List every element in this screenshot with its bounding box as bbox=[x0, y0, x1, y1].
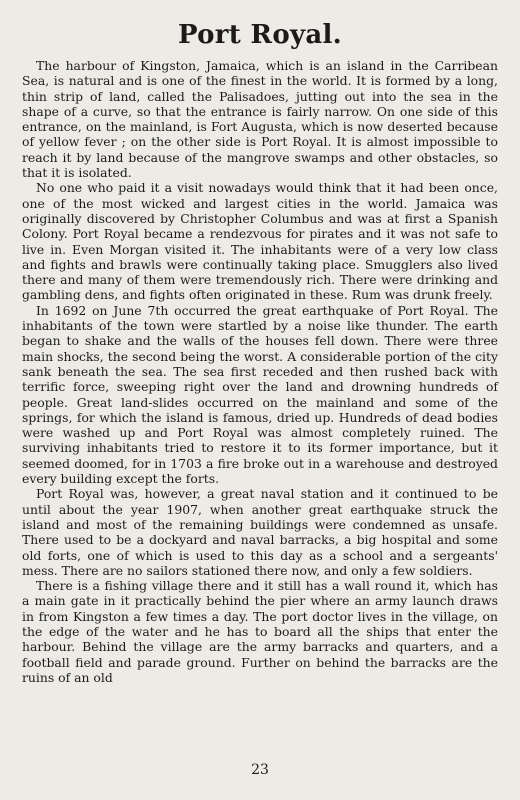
paragraph-1: The harbour of Kingston, Jamaica, which is an island in the Carribean Sea, is natural and is one of the finest in the world. It is formed by a long, thin strip of land, called the Palisadoes, jutting out into the sea in the shape of a curve, so that the entrance is fairly narrow. On one side of this entrance, on the mainland, is Fort Augusta, which is now deserted because of yellow fever ; on the other side is Port Royal. It is almost impossible to reach it by land because of the mangrove swamps and other obstacles, so that it is isolated. bbox=[22, 58, 498, 181]
paragraph-2: No one who paid it a visit nowadays would think that it had been once, one of the most wicked and largest cities in the world. Jamaica was originally discovered by Christopher Columbus and was at first a Spanish Colony. Port Royal became a rendezvous for pirates and it was not safe to live in. Even Morgan visited it. The inhabitants were of a very low class and fights and brawls were continually taking place. Smugglers also lived there and many of them were tremendously rich. There were drinking and gambling dens, and fights often originated in these. Rum was drunk freely. bbox=[22, 180, 498, 303]
paragraph-4: Port Royal was, however, a great naval station and it continued to be until about the year 1907, when another great earthquake struck the island and most of the remaining buildings were condemned as unsafe. There used to be a dockyard and naval barracks, a big hospital and some old forts, one of which is used to this day as a school and a sergeants' mess. There are no sailors stationed there now, and only a few soldiers. bbox=[22, 486, 498, 578]
paragraph-3: In 1692 on June 7th occurred the great earthquake of Port Royal. The inhabitants of the town were startled by a noise like thunder. The earth began to shake and the walls of the houses fell down. There were three main shocks, the second being the worst. A considerable portion of the city sank beneath the sea. The sea first receded and then rushed back with terrific force, sweeping right over the land and drowning hundreds of people. Great land-slides occurred on the mainland and some of the springs, for which the island is famous, dried up. Hundreds of dead bodies were washed up and Port Royal was almost completely ruined. The surviving inhabitants tried to restore it to its former importance, but it seemed doomed, for in 1703 a fire broke out in a warehouse and destroyed every building except the forts. bbox=[22, 302, 498, 487]
paragraph-5: There is a fishing village there and it still has a wall round it, which has a main gate in it practically behind the pier where an army launch draws in from Kingston a few times a day. The port doctor lives in the village, on the edge of the water and he has to board all the ships that enter the harbour. Behind the village are the army barracks and quarters, and a football field and parade ground. Further on behind the barracks are the ruins of an old bbox=[22, 578, 498, 685]
page-number: 23 bbox=[251, 762, 269, 778]
page-title: Port Royal. bbox=[177, 20, 343, 50]
